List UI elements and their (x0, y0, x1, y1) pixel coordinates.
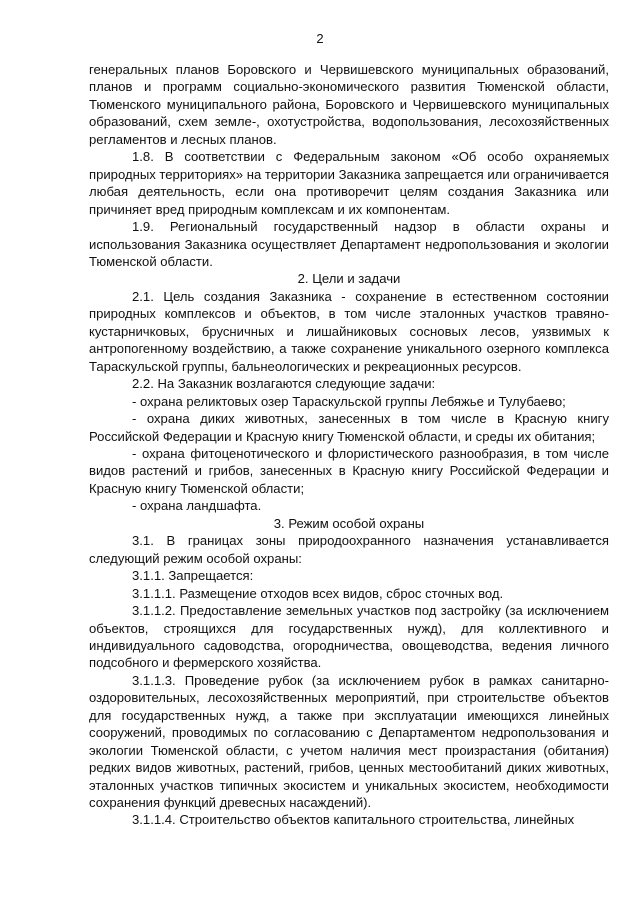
task-item-3: - охрана фитоценотического и флористического разнообразия, в том числе видов растений и грибов, занесенных в Красную книгу Российской Федерации и Красную книгу Тюменской области; (89, 445, 609, 496)
task-item-4: - охрана ландшафта. (132, 498, 262, 514)
section-heading-3: 3. Режим особой охраны (273, 515, 425, 531)
paragraph-3-1-1: 3.1.1. Запрещается: (132, 568, 254, 584)
paragraph-continuation: генеральных планов Боровского и Червишевского муниципальных образований, планов и программ социально-экономического развития Тюменской области, Тюменского муниципального района, Боровского и Червишевского муниципальных образований, схем земле-, охотустройства, водопользования, лесохозяйственных регламентов и лесных планов. (89, 62, 609, 147)
paragraph-3-1: 3.1. В границах зоны природоохранного назначения устанавливается следующий режим особой охраны: (89, 533, 609, 566)
paragraph-2-2: 2.2. На Заказник возлагаются следующие задачи: (132, 376, 436, 392)
section-heading-2: 2. Цели и задачи (297, 271, 401, 287)
task-item-1: - охрана реликтовых озер Тараскульской группы Лебяжье и Тулубаево; (132, 393, 566, 409)
paragraph-1-9: 1.9. Региональный государственный надзор в области охраны и использования Заказника осуществляет Департамент недропользования и экологии Тюменской области. (89, 219, 609, 269)
document-body (89, 61, 609, 829)
task-item-2: - охрана диких животных, занесенных в том числе в Красную книгу Российской Федерации и Красную книгу Тюменской области, и среды их обитания; (89, 411, 609, 444)
paragraph-3-1-1-4: 3.1.1.4. Строительство объектов капитального строительства, линейных (132, 812, 575, 828)
paragraph-2-1: 2.1. Цель создания Заказника - сохранение в естественном состоянии природных комплексов и объектов, в том числе эталонных участков травяно-кустарничковых, брусничных и лишайниковых сосновых лесов, уязвимых к антропогенному воздействию, а также сохранение уникального озерного комплекса Тараскульской группы, бальнеологических и рекреационных ресурсов. (89, 288, 609, 374)
paragraph-3-1-1-1: 3.1.1.1. Размещение отходов всех видов, сброс сточных вод. (132, 585, 504, 601)
paragraph-3-1-1-3: 3.1.1.3. Проведение рубок (за исключением рубок в рамках санитарно-оздоровительных, лесохозяйственных мероприятий, при строительстве объектов для государственных нужд, а также при эксплуатации имеющихся линейных сооружений, проводимых по согласованию с Департаментом недропользования и экологии Тюменской области, с учетом наличия мест произрастания (обитания) редких видов животных, растений, грибов, ценных местообитаний диких животных, эталонных участков типичных экосистем и уникальных экосистем, необходимости сохранения функций древесных насаждений). (89, 672, 609, 811)
paragraph-1-8: 1.8. В соответствии с Федеральным законом «Об особо охраняемых природных территориях» на территории Заказника запрещается или ограничивается любая деятельность, если она противоречит целям создания Заказника или причиняет вред природным комплексам и их компонентам. (89, 149, 609, 217)
page-number: 2 (316, 31, 324, 46)
paragraph-3-1-1-2: 3.1.1.2. Предоставление земельных участков под застройку (за исключением объектов, строящихся для государственных нужд), для коллективного и индивидуального садоводства, огородничества, овощеводства, ведения личного подсобного и фермерского хозяйства. (89, 603, 609, 671)
